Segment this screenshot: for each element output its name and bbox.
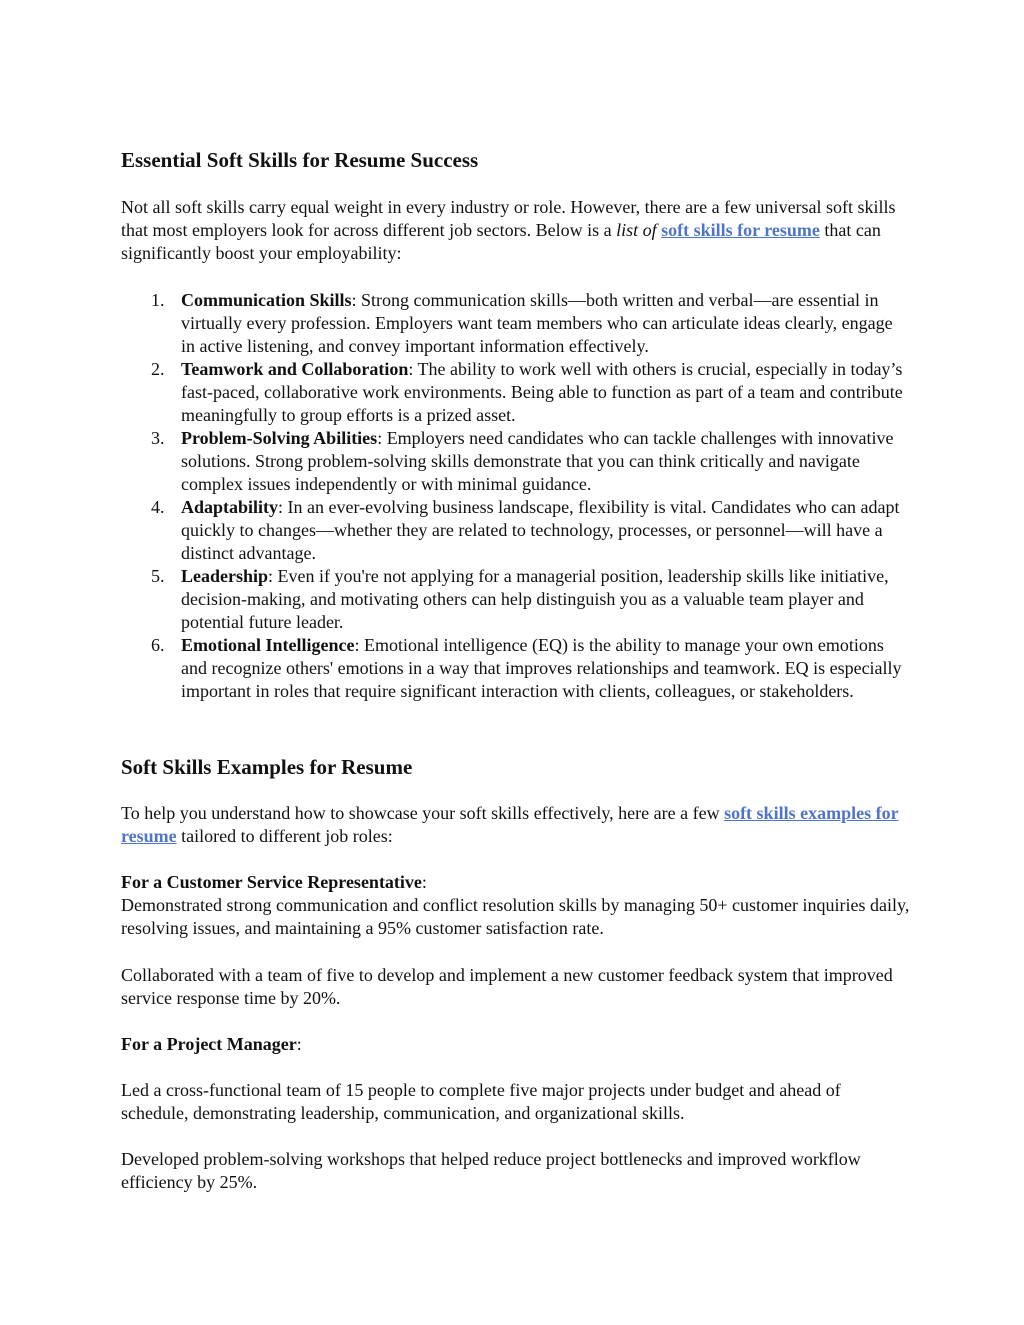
intro-text-a: Not all soft skills carry equal weight in every industry or role. However, there are a few universal soft skills that most employers look for across different job sectors. Below is a [121,197,896,240]
soft-skills-examples-link[interactable]: soft skills examples for resume [121,803,899,846]
list-number: 5. [151,566,165,586]
list-number: 4. [151,497,165,517]
list-item-title: Emotional Intelligence [181,635,355,655]
list-item-title: Problem-Solving Abilities [181,428,378,448]
list-item-text: : Strong communication skills—both written and verbal—are essential in virtually every profession. Employers want team members who can articulate ideas clearly, engage in active listening, and convey important information effectively. [181,290,893,356]
list-item-teamwork [121,358,911,427]
examples-intro-text-a: To help you understand how to showcase your soft skills effectively, here are a few [121,803,725,823]
list-number: 2. [151,359,165,379]
intro-paragraph [121,196,911,265]
intro-text-b: that can significantly boost your employability: [121,220,881,263]
role-label-colon: : [296,1034,302,1054]
intro-italic-text: list of [616,220,662,240]
role-label-project-manager: For a Project Manager [121,1034,297,1054]
list-item-title: Leadership [181,566,269,586]
role-customer-service-block [121,871,911,940]
list-item-leadership [121,565,911,634]
role-project-manager-block [121,1033,911,1056]
project-manager-example-1: Led a cross-functional team of 15 people to complete five major projects under budget and ahead of schedule, demonstrating leadership, communication, and organizational skills. [121,1080,841,1123]
examples-intro-text-b: tailored to different job roles: [176,826,393,846]
list-number: 6. [151,635,165,655]
list-item-text: : Employers need candidates who can tackle challenges with innovative solutions. Strong problem-solving skills demonstrate that you can think critically and navigate complex issues independently or with minimal guidance. [181,428,894,494]
list-item-title: Adaptability [181,497,279,517]
examples-intro-paragraph [121,802,911,848]
section-heading-soft-skills-examples: Soft Skills Examples for Resume [121,755,413,779]
list-item-text: : Emotional intelligence (EQ) is the ability to manage your own emotions and recognize others' emotions in a way that improves relationships and teamwork. EQ is especially important in roles that require significant interaction with clients, colleagues, or stakeholders. [181,635,902,701]
soft-skills-list [121,289,911,703]
role-label-colon: : [421,872,427,892]
customer-service-example-2: Collaborated with a team of five to develop and implement a new customer feedback system that improved service response time by 20%. [121,965,893,1008]
list-item-text: : In an ever-evolving business landscape, flexibility is vital. Candidates who can adapt quickly to changes—whether they are related to technology, processes, or personnel—will have a distinct advantage. [181,497,900,563]
role-label-customer-service: For a Customer Service Representative [121,872,422,892]
list-item-problem-solving [121,427,911,496]
project-manager-example-2: Developed problem-solving workshops that helped reduce project bottlenecks and improved workflow efficiency by 25%. [121,1149,861,1192]
list-number: 1. [151,290,165,310]
list-item-text: : Even if you're not applying for a managerial position, leadership skills like initiative, decision-making, and motivating others can help distinguish you as a valuable team player and potential future leader. [181,566,889,632]
customer-service-example-1: Demonstrated strong communication and conflict resolution skills by managing 50+ customer inquiries daily, resolving issues, and maintaining a 95% customer satisfaction rate. [121,895,910,938]
list-item-communication [121,289,911,358]
list-item-text: : The ability to work well with others is crucial, especially in today’s fast-paced, collaborative work environments. Being able to function as part of a team and contribute meaningfully to group efforts is a prized asset. [181,359,903,425]
list-number: 3. [151,428,165,448]
soft-skills-for-resume-link[interactable]: soft skills for resume [661,220,820,240]
list-item-title: Communication Skills [181,290,352,310]
list-item-emotional-intelligence [121,634,911,703]
list-item-title: Teamwork and Collaboration [181,359,409,379]
section-heading-essential-soft-skills: Essential Soft Skills for Resume Success [121,148,479,172]
list-item-adaptability [121,496,911,565]
